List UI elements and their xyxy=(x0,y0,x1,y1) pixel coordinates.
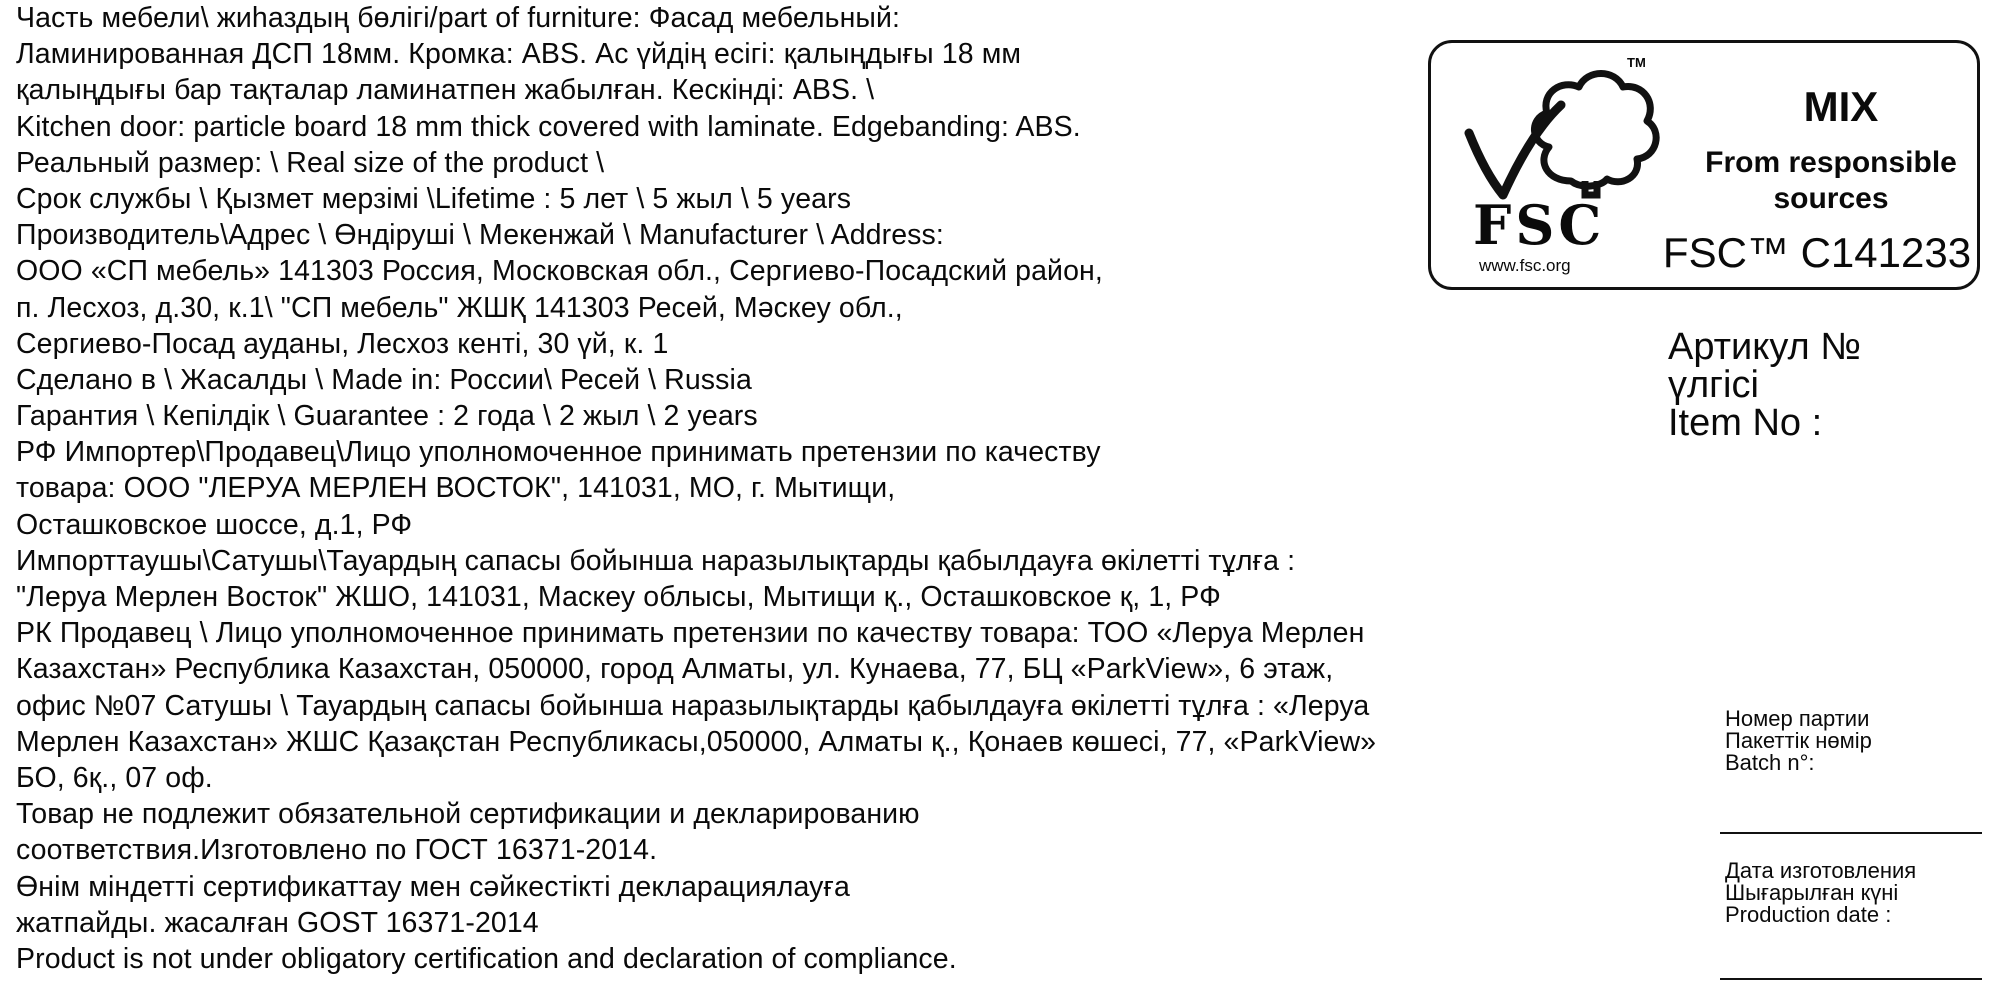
text-line: қалыңдығы бар тақталар ламинатпен жабылған. Кескінді: ABS. \ xyxy=(16,74,875,107)
batch-label: Batch n°: xyxy=(1725,750,1815,775)
article-number-block xyxy=(1668,328,1861,442)
text-line: Сергиево-Посад ауданы, Лесхоз кенті, 30 үй, к. 1 xyxy=(16,327,669,360)
text-line: Часть мебели\ жиһаздың бөлігі/part of furniture: Фасад мебельный: xyxy=(16,2,901,34)
production-label: Шығарылған күні xyxy=(1725,880,1899,905)
article-label: Артикул № xyxy=(1668,326,1861,368)
text-line: Ламинированная ДСП 18мм. Кромка: ABS. Ас үйдің есігі: қалыңдығы 18 мм xyxy=(16,38,1022,71)
batch-number-line xyxy=(1720,832,1982,834)
text-line: Мерлен Казахстан» ЖШС Қазақстан Республикасы,050000, Алматы қ., Қонаев көшесі, 77, «ParkView» xyxy=(16,725,1377,758)
text-line: Товар не подлежит обязательной сертификации и декларированию xyxy=(16,798,920,831)
text-line: РК Продавец \ Лицо уполномоченное принимать претензии по качеству товара: ТОО «Леруа Мерлен xyxy=(16,617,1365,650)
production-label: Production date : xyxy=(1725,902,1892,927)
production-label: Дата изготовления xyxy=(1725,858,1917,883)
text-line: Өнім міндетті сертификаттау мен сәйкестікті декларациялауға xyxy=(16,870,850,903)
text-line: РФ Импортер\Продавец\Лицо уполномоченное принимать претензии по качеству xyxy=(16,436,1101,469)
text-line: Сделано в \ Жасалды \ Made in: России\ Ресей \ Russia xyxy=(16,363,752,396)
text-line: Гарантия \ Кепілдік \ Guarantee : 2 года \ 2 жыл \ 2 years xyxy=(16,400,758,433)
batch-label: Номер партии xyxy=(1725,706,1870,731)
batch-number-block xyxy=(1725,708,1872,774)
batch-label: Пакеттік нөмір xyxy=(1725,728,1872,753)
fsc-subtitle-line: sources xyxy=(1773,182,1889,215)
text-line: Производитель\Адрес \ Өндіруші \ Мекенжай \ Manufacturer \ Address: xyxy=(16,219,944,252)
text-line: Осташковское шоссе, д.1, РФ xyxy=(16,508,413,541)
text-line: Реальный размер: \ Real size of the product \ xyxy=(16,146,605,179)
text-line: Срок службы \ Қызмет мерзімі \Lifetime : 5 лет \ 5 жыл \ 5 years xyxy=(16,182,852,215)
text-line: Product is not under obligatory certification and declaration of compliance. xyxy=(16,942,957,975)
production-date-line xyxy=(1720,978,1982,980)
fsc-mix-label: MIX xyxy=(1803,83,1879,130)
article-label: үлгісі xyxy=(1668,364,1759,406)
fsc-certification-box xyxy=(1428,40,1980,290)
article-label: Item No : xyxy=(1668,402,1823,444)
text-line: офис №07 Сатушы \ Тауардың сапасы бойынша наразылықтарды қабылдауға өкілетті тұлға : «Леруа xyxy=(16,689,1370,722)
text-line: Kitchen door: particle board 18 mm thick covered with laminate. Edgebanding: ABS. xyxy=(16,110,1081,143)
fsc-license-code: FSC™ C141233 xyxy=(1662,229,1972,276)
text-line: БО, 6қ., 07 оф. xyxy=(16,761,213,794)
fsc-subtitle xyxy=(1681,145,1981,217)
fsc-trademark: TM xyxy=(1627,55,1646,70)
text-line: ООО «СП мебель» 141303 Россия, Московская обл., Сергиево-Посадский район, xyxy=(16,255,1103,288)
fsc-wordmark: FSC xyxy=(1473,193,1606,257)
text-line: п. Лесхоз, д.30, к.1\ "СП мебель" ЖШҚ 141303 Ресей, Мәскеу обл., xyxy=(16,291,903,324)
text-line: Казахстан» Республика Казахстан, 050000, город Алматы, ул. Кунаева, 77, БЦ «ParkView», 6 этаж, xyxy=(16,653,1334,686)
text-line: Импорттаушы\Сатушы\Тауардың сапасы бойынша наразылықтарды қабылдауға өкілетті тұлға : xyxy=(16,544,1296,577)
text-line: "Леруа Мерлен Восток" ЖШО, 141031, Маскеу облысы, Мытищи қ., Осташковское қ, 1, РФ xyxy=(16,581,1221,613)
text-line: жатпайды. жасалған GOST 16371-2014 xyxy=(16,906,539,939)
production-date-block xyxy=(1725,860,1916,926)
fsc-subtitle-line: From responsible xyxy=(1705,146,1957,179)
text-line: соответствия.Изготовлено по ГОСТ 16371-2014. xyxy=(16,834,658,867)
fsc-website: www.fsc.org xyxy=(1479,256,1571,275)
text-line: товара: ООО "ЛЕРУА МЕРЛЕН ВОСТОК", 141031, МО, г. Мытищи, xyxy=(16,472,896,505)
